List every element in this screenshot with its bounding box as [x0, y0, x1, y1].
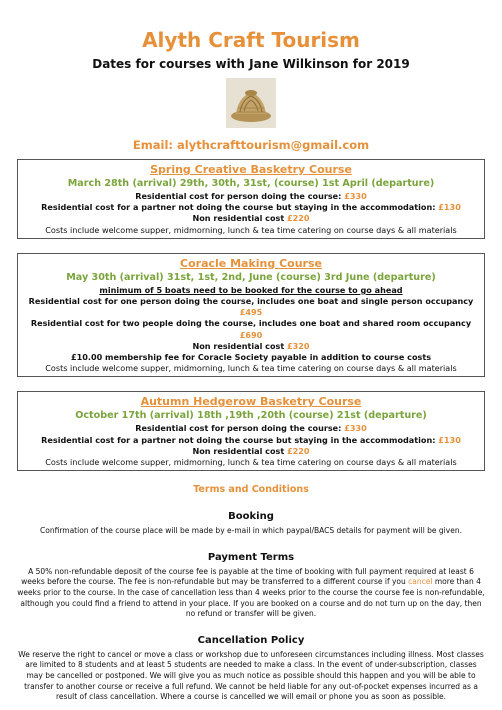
booking-heading: Booking [228, 511, 274, 523]
course-footer: Costs include welcome supper, midmorning, lunch & tea time catering on course days & all materials [45, 457, 457, 468]
cost-line: Residential cost for a partner not doing the course but staying in the accommodation: £130 [41, 434, 461, 445]
page-subtitle: Dates for courses with Jane Wilkinson for 2019 [92, 57, 410, 71]
price: £495 [239, 307, 263, 318]
course-footer: Costs include welcome supper, midmorning, lunch & tea time catering on course days & all materials [45, 363, 457, 374]
membership-note: £10.00 membership fee for Coracle Society payable in addition to course costs [70, 352, 432, 363]
course-footer: Costs include welcome supper, midmorning, lunch & tea time catering on course days & all materials [45, 224, 457, 235]
cost-line: Residential cost for person doing the course: £330 [135, 191, 367, 201]
cost-line: Residential cost for a partner not doing the course but staying in the accommodation: £130 [41, 202, 461, 213]
price: £130 [438, 202, 461, 213]
course-box-coracle [17, 253, 485, 378]
course-title: Spring Creative Basketry Course [150, 163, 352, 176]
cost-line: Residential cost for two people doing the course, includes one boat and shared room occupancy £690 [30, 318, 472, 340]
cancel-highlight: cancel [408, 577, 433, 587]
cancellation-text: We reserve the right to cancel or move a class or workshop due to unforeseen circumstances including illness. Most classes are limited to 8 students and at least 5 students are needed to make a class. In the event of under-subscription, classes may be cancelled or postponed. We will give you as much notice as possible should this happen and you will be able to transfer to another course or receive a full refund. We cannot be held liable for any out-of-pocket expenses incurred as a result of class cancellation. Where a course is cancelled we will email or phone you as soon as possible. [18, 649, 484, 702]
course-dates: May 30th (arrival) 31st, 1st, 2nd, June (course) 3rd June (departure) [66, 271, 436, 283]
course-title: Autumn Hedgerow Basketry Course [140, 395, 362, 409]
price: £130 [438, 434, 461, 445]
course-box-autumn [17, 391, 485, 471]
price: £220 [287, 445, 310, 456]
price: £690 [239, 329, 263, 340]
terms-title: Terms and Conditions [193, 484, 309, 496]
price: £320 [287, 340, 310, 351]
minimum-note: minimum of 5 boats need to be booked for the course to go ahead [99, 284, 403, 295]
course-box-spring [17, 159, 485, 239]
cost-line: Non residential cost £220 [192, 213, 310, 224]
cost-line: Non residential cost £220 [192, 445, 310, 456]
basket-photo-icon [226, 78, 276, 128]
cost-line: Residential cost for one person doing the course, includes one boat and single person occupancy £495 [28, 296, 474, 318]
cost-line: Non residential cost £320 [192, 340, 310, 351]
payment-heading: Payment Terms [207, 551, 295, 563]
course-dates: March 28th (arrival) 29th, 30th, 31st, (course) 1st April (departure) [67, 178, 435, 189]
payment-text: A 50% non-refundable deposit of the course fee is payable at the time of booking with full payment required at least 6 weeks before the course. The fee is non-refundable but may be transferred to a different course if you cancel more than 4 weeks prior to the course. In the case of cancellation less than 4 weeks prior to the course the course fee is non-refundable, although you could find a friend to attend in your place. If you are booked on a course and do not turn up on the day, then no refund or transfer will be given. [17, 566, 485, 619]
course-title: Coracle Making Course [180, 256, 322, 270]
price: £330 [344, 191, 367, 201]
cancellation-heading: Cancellation Policy [197, 634, 305, 646]
course-dates: October 17th (arrival) 18th ,19th ,20th (course) 21st (departure) [75, 410, 427, 422]
cost-line: Residential cost for person doing the course: £330 [135, 423, 367, 434]
page-title: Alyth Craft Tourism [142, 28, 360, 52]
contact-email: Email: alythcrafttourism@gmail.com [132, 138, 370, 152]
booking-text: Confirmation of the course place will be made by e-mail in which paypal/BACS details for payment will be given. [40, 526, 462, 536]
price: £220 [287, 213, 310, 224]
price: £330 [344, 423, 367, 434]
